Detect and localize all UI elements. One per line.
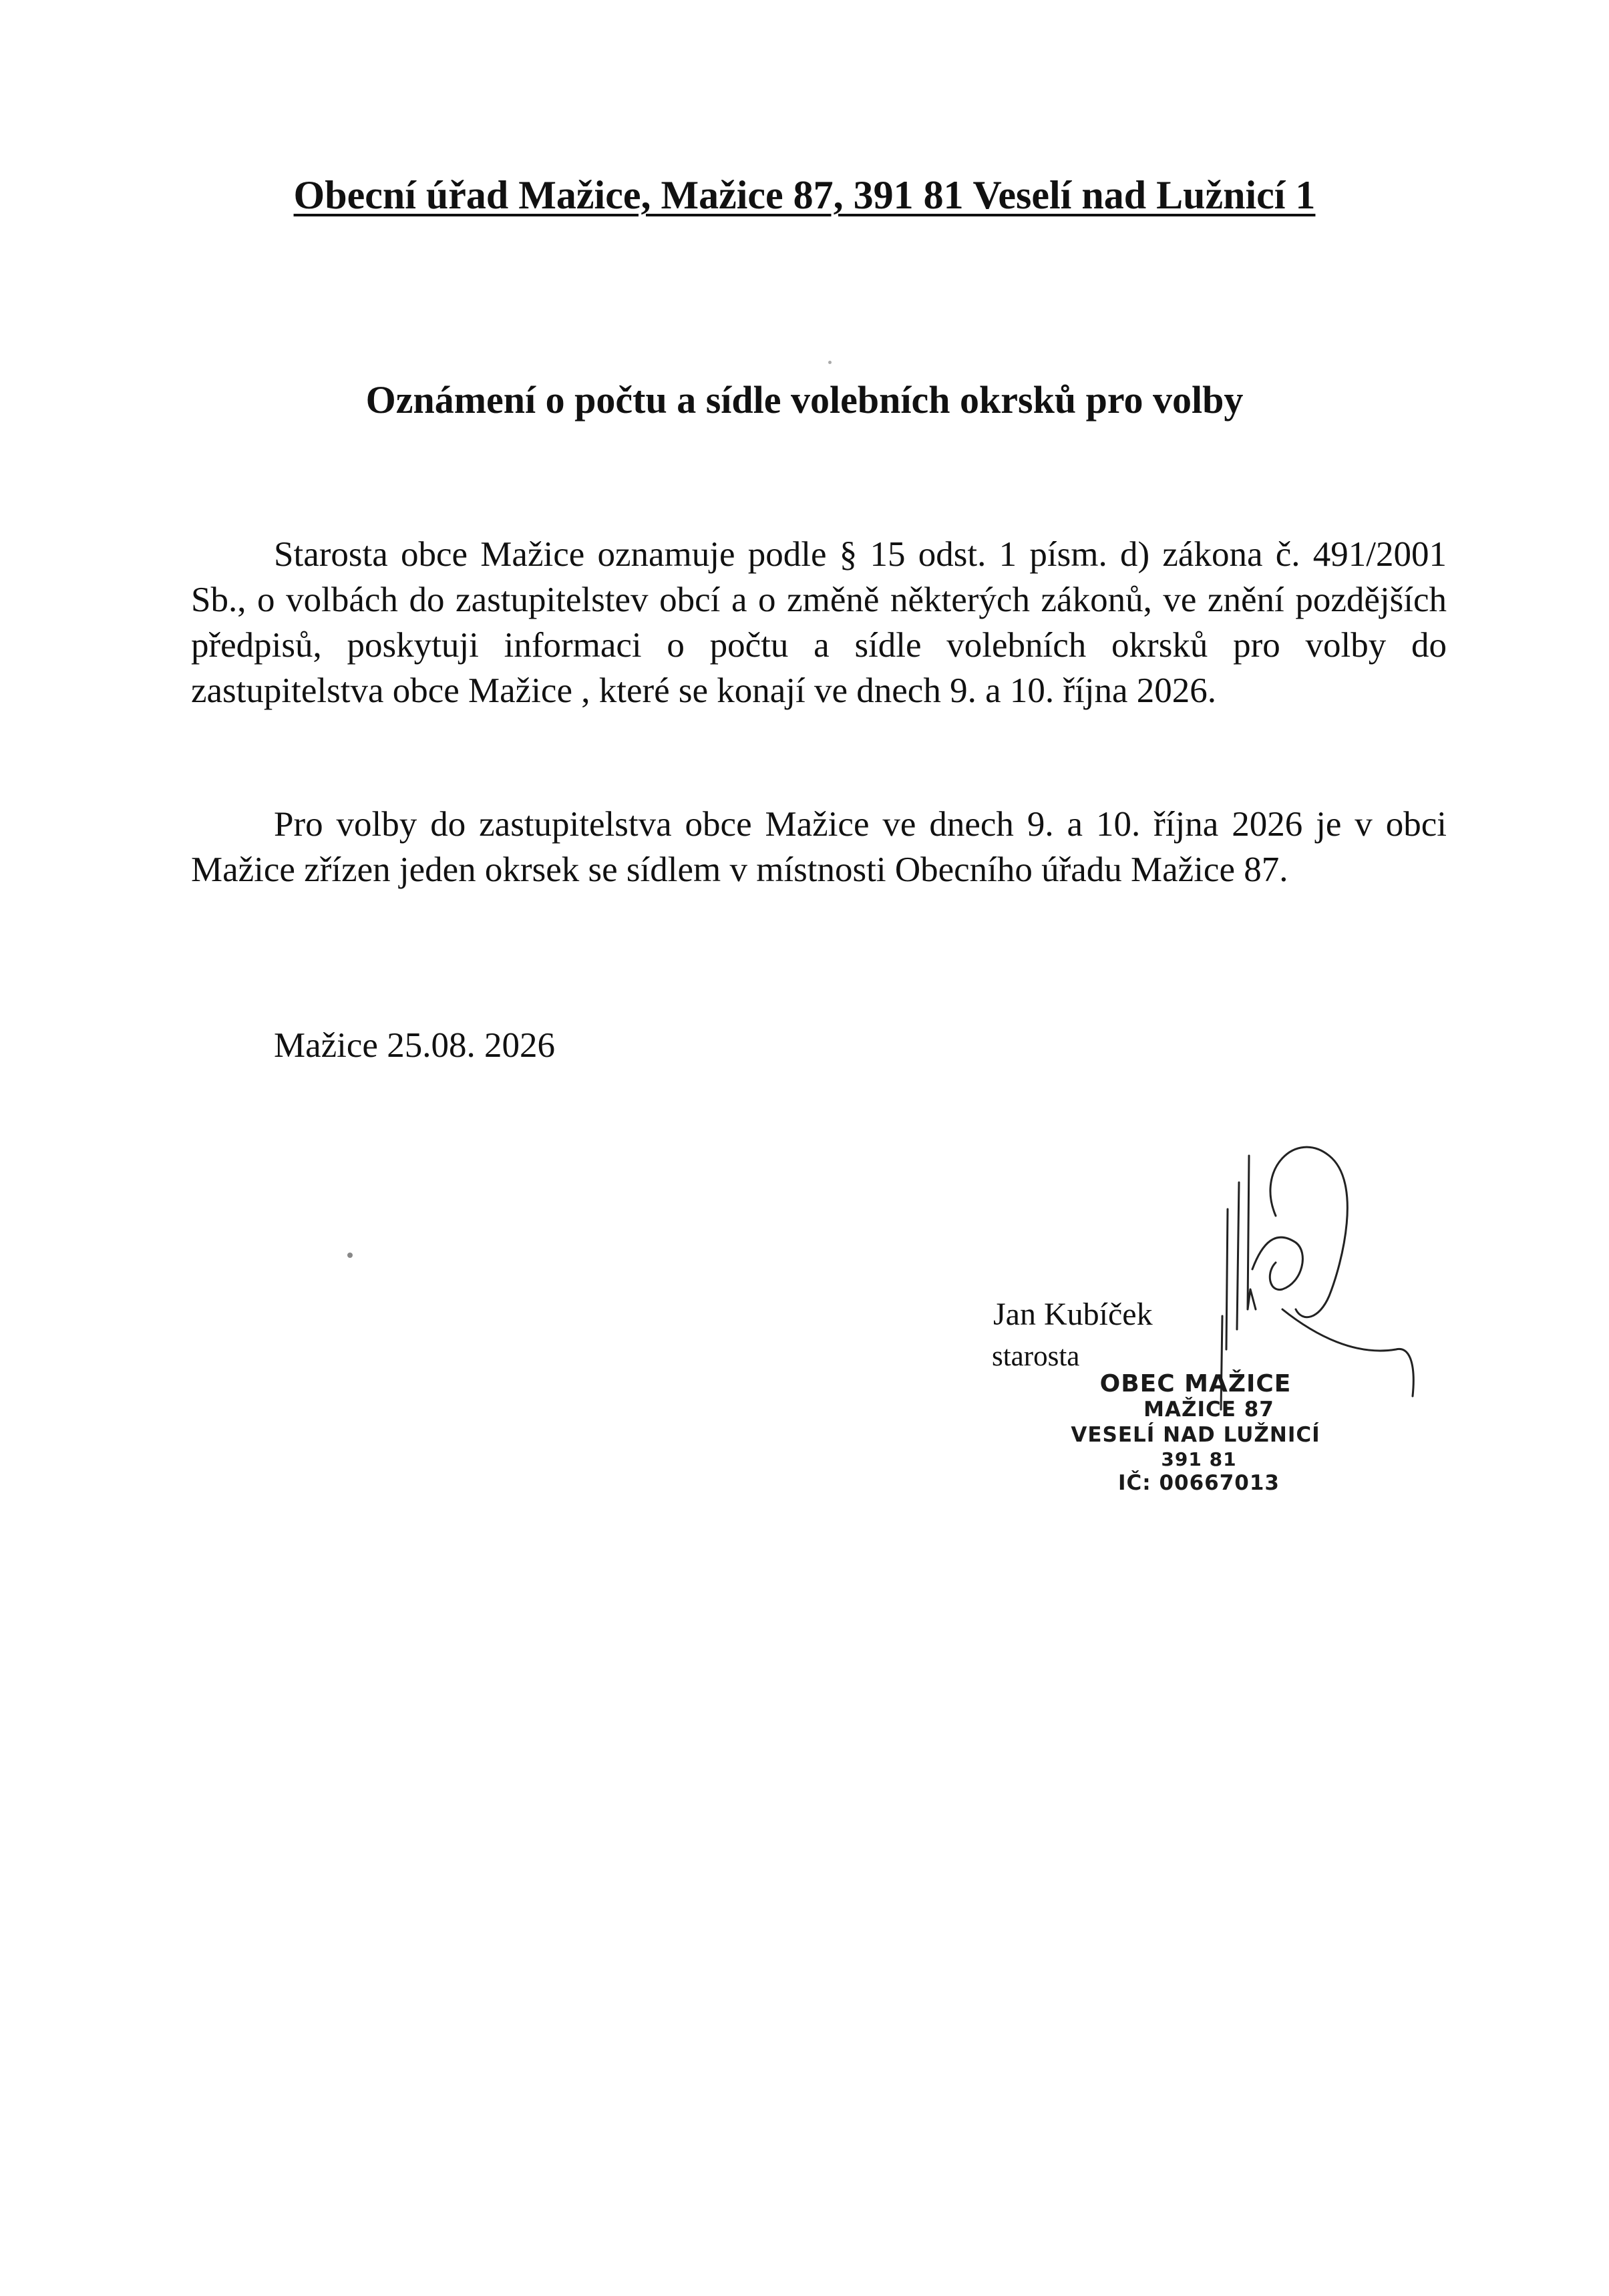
stamp-line-postcode: 391 81 [1161,1448,1237,1470]
scan-speck [347,1253,353,1258]
stamp-line-address: MAŽICE 87 [1143,1398,1274,1422]
stamp-line-town: VESELÍ NAD LUŽNICÍ [1071,1423,1320,1447]
scan-speck [828,361,832,364]
signer-name: Jan Kubíček [993,1297,1153,1332]
official-stamp [1062,1371,1329,1495]
signer-role: starosta [992,1341,1080,1372]
paragraph-announcement: Starosta obce Mažice oznamuje podle § 15 odst. 1 písm. d) zákona č. 491/2001 Sb., o volbách do zastupitelstev obcí a o změně některých zákonů, ve znění pozdějších předpisů, poskytuji informaci o počtu a sídle volebních okrsků pro volby do zastupitelstva obce Mažice , které se konají ve dnech 9. a 10. října 2026. [191,535,1447,710]
document-title: Oznámení o počtu a sídle volebních okrsků pro volby [365,378,1244,422]
place-and-date: Mažice 25.08. 2026 [274,1026,555,1065]
stamp-line-id: IČ: 00667013 [1117,1471,1280,1495]
stamp-line-municipality: OBEC MAŽICE [1099,1370,1292,1398]
paragraph-district-info: Pro volby do zastupitelstva obce Mažice ve dnech 9. a 10. října 2026 je v obci Mažice zřízen jeden okrsek se sídlem v místnosti Obecního úřadu Mažice 87. [191,805,1447,889]
office-address-header: Obecní úřad Mažice, Mažice 87, 391 81 Veselí nad Lužnicí 1 [293,173,1316,217]
